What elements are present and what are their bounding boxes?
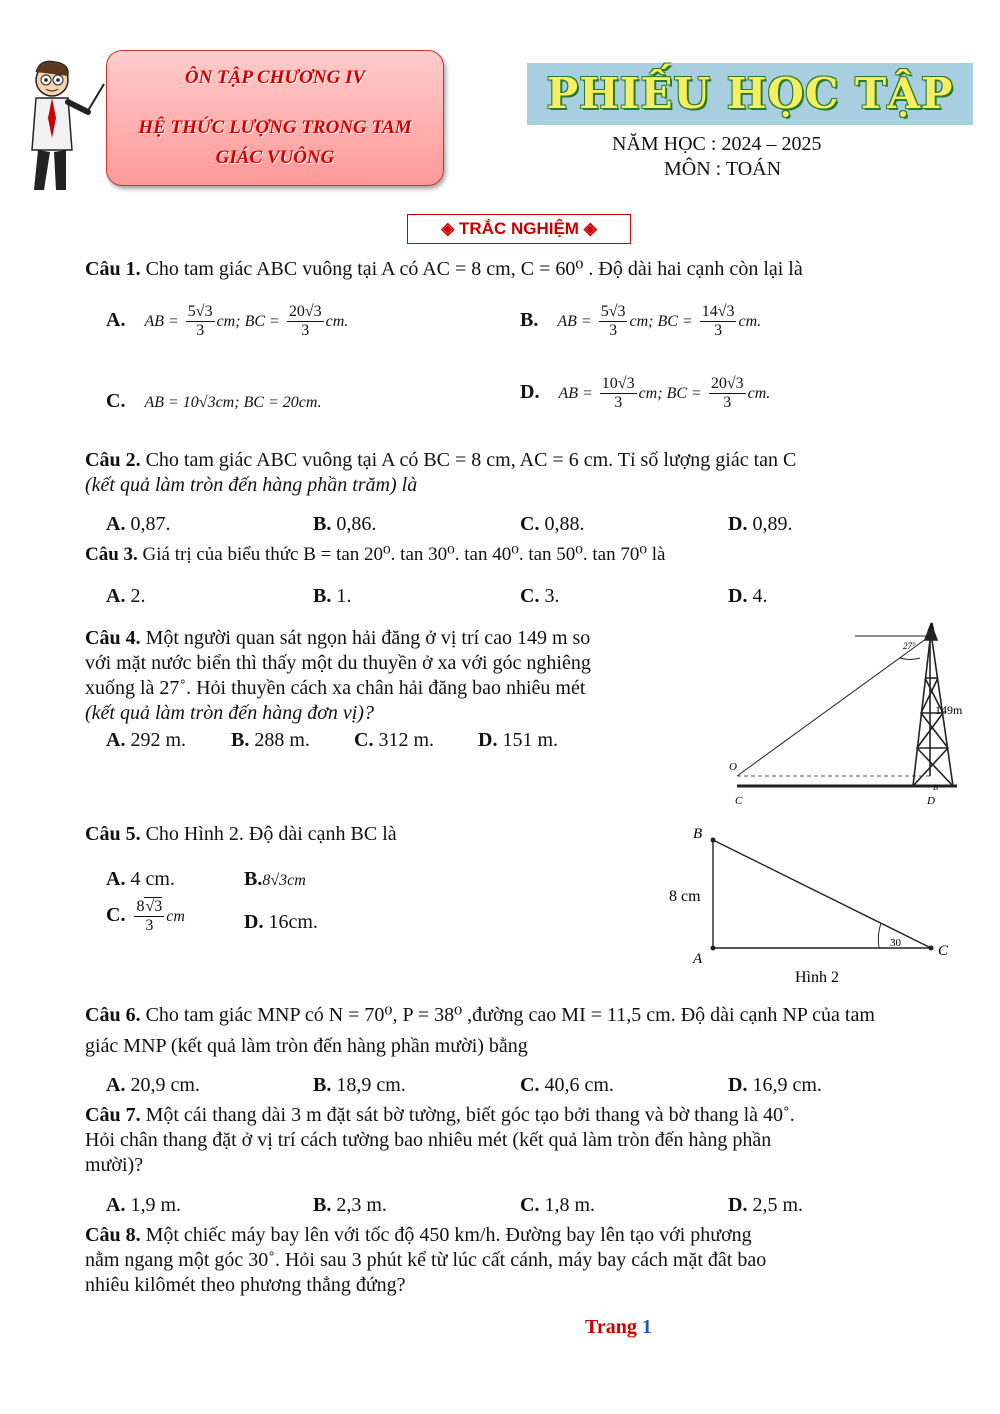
chapter-subtitle: HỆ THỨC LƯỢNG TRONG TAM GIÁC VUÔNG — [138, 117, 412, 168]
q4-option-b: B. 288 m. — [231, 729, 310, 751]
question-label: Câu 1. — [85, 258, 141, 280]
label-a: A — [928, 621, 935, 633]
label-a: A — [693, 951, 703, 967]
diamond-icon: ◈ — [583, 219, 597, 238]
question-2: Câu 2. Cho tam giác ABC vuông tại A có BC = 8 cm, AC = 6 cm. Tỉ số lượng giác tan C (kết quả làm tròn đến hàng phần trăm) là — [85, 449, 797, 496]
q2-option-a: A. 0,87. — [106, 513, 171, 535]
page-footer — [585, 1316, 652, 1339]
page-label: Trang — [585, 1316, 637, 1338]
page-number: 1 — [641, 1316, 652, 1338]
question-8: Câu 8. Một chiếc máy bay lên với tốc độ 450 km/h. Đường bay lên tạo với phương nằm ngang một góc 30˚. Hỏi sau 3 phút kể từ lúc cất cánh, máy bay cách mặt đât bao nhiêu kilômét theo phương thẳng đứng? — [85, 1224, 767, 1296]
q3-option-a: A. 2. — [106, 585, 146, 607]
q6-option-c: C. 40,6 cm. — [520, 1074, 614, 1096]
worksheet-banner: PHIẾU HỌC TẬP — [527, 63, 973, 125]
q7-option-c: C. 1,8 m. — [520, 1194, 596, 1216]
figure-caption: Hình 2 — [795, 969, 839, 986]
hinh2-figure — [665, 822, 965, 987]
q5-option-b: B.8√3cm — [244, 868, 306, 890]
q7-option-a: A. 1,9 m. — [106, 1194, 182, 1216]
chapter-box — [106, 50, 444, 186]
angle-arc — [878, 923, 881, 948]
q3-option-b: B. 1. — [313, 585, 352, 607]
q7-option-b: B. 2,3 m. — [313, 1194, 387, 1216]
q2-option-c: C. 0,88. — [520, 513, 585, 535]
label-c: C — [735, 795, 743, 807]
chapter-title: ÔN TẬP CHƯƠNG IV — [184, 67, 366, 88]
q6-option-b: B. 18,9 cm. — [313, 1074, 406, 1096]
label-o: O — [729, 761, 737, 773]
label-angle: 27° — [903, 641, 916, 651]
question-text: Cho tam giác ABC vuông tại A có AC = 8 cm, C = 60⁰ . Độ dài hai cạnh còn lại là — [140, 258, 803, 280]
q4-option-d: D. 151 m. — [478, 729, 559, 751]
lighthouse-figure — [725, 618, 975, 813]
label-angle: 30 — [890, 937, 901, 949]
q3-option-c: C. 3. — [520, 585, 560, 607]
label-side: 8 cm — [669, 888, 701, 905]
q5-option-a: A. 4 cm. — [106, 868, 175, 890]
label-height: 149m — [935, 703, 963, 717]
side-bc — [713, 840, 931, 948]
line-of-sight — [737, 636, 930, 776]
q4-option-c: C. 312 m. — [354, 729, 435, 751]
school-year: NĂM HỌC : 2024 – 2025 — [612, 133, 822, 155]
label-b: B — [693, 826, 703, 842]
q2-option-b: B. 0,86. — [313, 513, 377, 535]
q1-option-b: B. AB = $\frac{5√3}{3}$ cm; BC = $\frac{14√3}{3}$ cm. — [520, 303, 762, 339]
q7-option-d: D. 2,5 m. — [728, 1194, 804, 1216]
q5-option-c: C. $\frac{8√3}{3}$ cm — [106, 898, 185, 934]
question-7: Câu 7. Một cái thang dài 3 m đặt sát bờ tường, biết góc tạo bởi thang và bờ thang là 40˚. Hỏi chân thang đặt ở vị trí cách tường bao nhiêu mét (kết quả làm tròn đến hàng phần mười)? — [85, 1104, 795, 1176]
section-heading — [407, 214, 631, 244]
question-6: Câu 6. Cho tam giác MNP có N = 70⁰, P = 38⁰ ,đường cao MI = 11,5 cm. Độ dài cạnh NP của tam giác MNP (kết quả làm tròn đến hàng phần mười) bằng — [85, 1004, 875, 1057]
q1-option-a: A. AB = $\frac{5√3}{3}$ cm; BC = $\frac{20√3}{3}$ cm. — [106, 303, 349, 339]
section-label: TRẮC NGHIỆM — [459, 219, 579, 238]
q1-option-d: D. AB = $\frac{10√3}{3}$ cm; BC = $\frac{20√3}{3}$ cm. — [520, 375, 771, 411]
q1-option-c: C. AB = 10√3cm; BC = 20cm. — [106, 390, 322, 412]
question-5: Câu 5. Cho Hình 2. Độ dài cạnh BC là — [85, 823, 397, 845]
q3-option-d: D. 4. — [728, 585, 768, 607]
question-1 — [85, 257, 803, 282]
q2-option-d: D. 0,89. — [728, 513, 793, 535]
label-c: C — [938, 943, 949, 959]
q6-option-a: A. 20,9 cm. — [106, 1074, 200, 1096]
q5-option-d: D. 16cm. — [244, 911, 318, 933]
subject: MÔN : TOÁN — [664, 158, 782, 180]
teacher-illustration — [22, 58, 112, 198]
q6-option-d: D. 16,9 cm. — [728, 1074, 822, 1096]
q4-option-a: A. 292 m. — [106, 729, 187, 751]
label-b: B — [933, 783, 938, 792]
question-3: Câu 3. Giá trị của biểu thức B = tan 20⁰. tan 30⁰. tan 40⁰. tan 50⁰. tan 70⁰ là — [85, 544, 666, 565]
diamond-icon: ◈ — [441, 219, 455, 238]
label-d: D — [927, 795, 935, 807]
question-4: Câu 4. Một người quan sát ngọn hải đăng ở vị trí cao 149 m so với mặt nước biển thì thấy một du thuyền ở xa với góc nghiêng xuống là 27˚. Hỏi thuyền cách xa chân hải đăng bao nhiêu mét (kết quả làm tròn đến hàng đơn vị)? — [85, 627, 591, 724]
angle-arc — [900, 658, 920, 660]
